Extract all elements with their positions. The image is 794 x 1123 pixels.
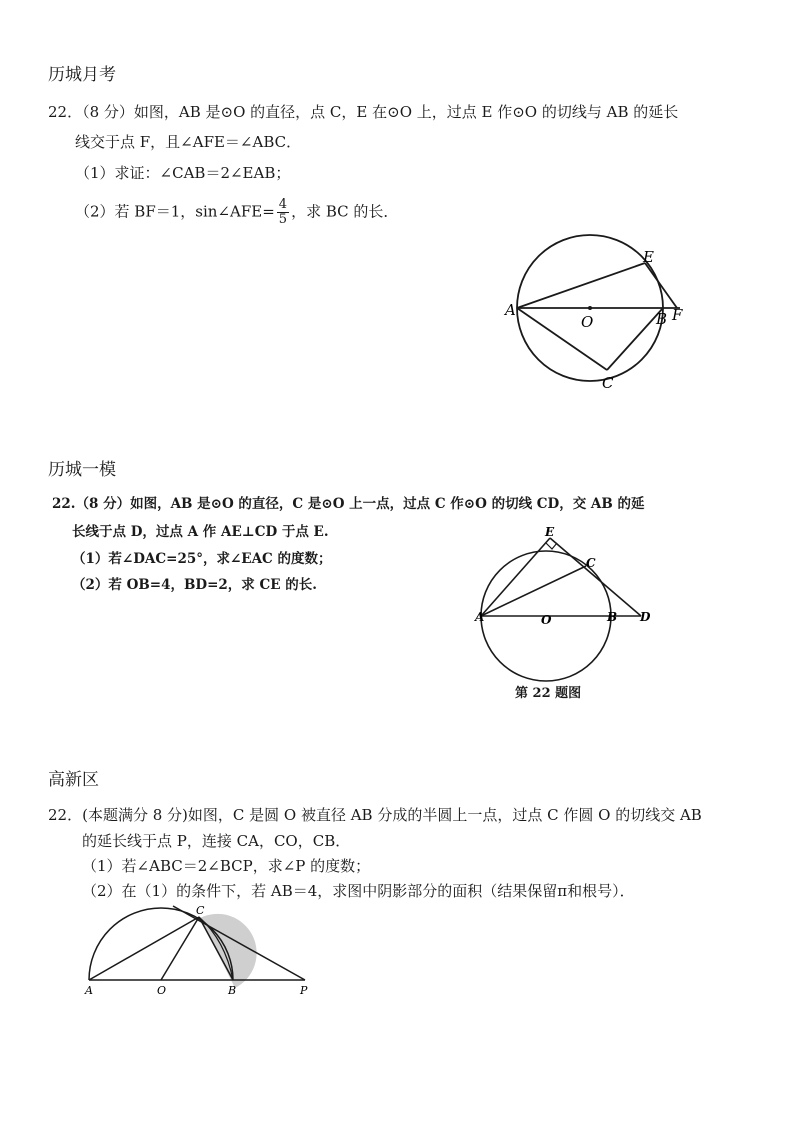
figure-semicircle-tangent-3 bbox=[75, 900, 325, 1000]
label-o: O bbox=[157, 984, 167, 997]
label-f: F bbox=[672, 306, 683, 324]
question-22c-stem-line1: 22．(本题满分 8 分)如图，C 是圆 O 被直径 AB 分成的半圆上一点，过点 C 作圆 O 的切线交 AB bbox=[48, 806, 702, 824]
line-co bbox=[161, 917, 199, 980]
label-c: C bbox=[602, 374, 614, 392]
line-cb bbox=[607, 308, 663, 370]
label-a: A bbox=[505, 301, 516, 319]
label-c: C bbox=[196, 904, 205, 917]
line-ca bbox=[89, 917, 199, 980]
question-22b-stem-line2: 长线于点 D，过点 A 作 AE⊥CD 于点 E. bbox=[72, 524, 329, 540]
fraction-denominator: 5 bbox=[278, 212, 288, 227]
label-c: C bbox=[586, 556, 596, 570]
label-e: E bbox=[545, 525, 555, 539]
question-22c-stem-line2: 的延长线于点 P，连接 CA，CO，CB． bbox=[82, 832, 351, 850]
part2-text-before: （2）若 BF＝1，sin∠AFE= bbox=[75, 202, 275, 221]
line-ef-tangent bbox=[645, 263, 677, 308]
label-o: O bbox=[581, 313, 594, 331]
fraction bbox=[277, 198, 289, 227]
label-a: A bbox=[475, 610, 485, 624]
label-b: B bbox=[228, 984, 237, 997]
section-title-1: 历城月考 bbox=[48, 65, 116, 85]
question-22a-stem-line1: 22．（8 分）如图，AB 是⊙O 的直径，点 C，E 在⊙O 上，过点 E 作⊙O 的切线与 AB 的延长 bbox=[48, 103, 679, 121]
fraction-numerator: 4 bbox=[278, 197, 288, 212]
line-ac bbox=[517, 308, 607, 370]
question-22c-part1: （1）若∠ABC＝2∠BCP，求∠P 的度数； bbox=[82, 857, 371, 875]
question-22a-part1: （1）求证：∠CAB＝2∠EAB； bbox=[75, 164, 291, 182]
question-22b-part1: （1）若∠DAC=25°，求∠EAC 的度数； bbox=[72, 551, 332, 567]
question-22b-part2: （2）若 OB=4，BD=2，求 CE 的长. bbox=[72, 577, 317, 593]
question-22b-stem-line1: 22.（8 分）如图，AB 是⊙O 的直径，C 是⊙O 上一点，过点 C 作⊙O 的切线 CD，交 AB 的延 bbox=[52, 496, 645, 512]
line-ae bbox=[481, 538, 550, 616]
label-b: B bbox=[607, 610, 618, 624]
section-title-2: 历城一模 bbox=[48, 460, 116, 480]
right-angle-mark bbox=[546, 543, 557, 549]
label-a: A bbox=[85, 984, 93, 997]
label-d: D bbox=[640, 610, 651, 624]
figure-circle-tangent-2 bbox=[468, 522, 668, 712]
label-b: B bbox=[656, 310, 668, 328]
label-p: P bbox=[300, 984, 308, 997]
part2-text-after: ，求 BC 的长． bbox=[291, 202, 399, 221]
section-title-3: 高新区 bbox=[48, 770, 99, 790]
figure-circle-tangent-1 bbox=[495, 230, 695, 395]
label-e: E bbox=[643, 248, 654, 266]
line-ae bbox=[517, 263, 645, 308]
figure-caption-2: 第 22 题图 bbox=[515, 686, 582, 701]
question-22a-stem-line2: 线交于点 F，且∠AFE＝∠ABC． bbox=[75, 133, 302, 151]
question-22c-part2: （2）在（1）的条件下，若 AB＝4，求图中阴影部分的面积（结果保留π和根号）． bbox=[82, 882, 635, 900]
center-point bbox=[588, 306, 592, 310]
label-o: O bbox=[541, 613, 552, 627]
question-22a-part2 bbox=[75, 198, 398, 227]
